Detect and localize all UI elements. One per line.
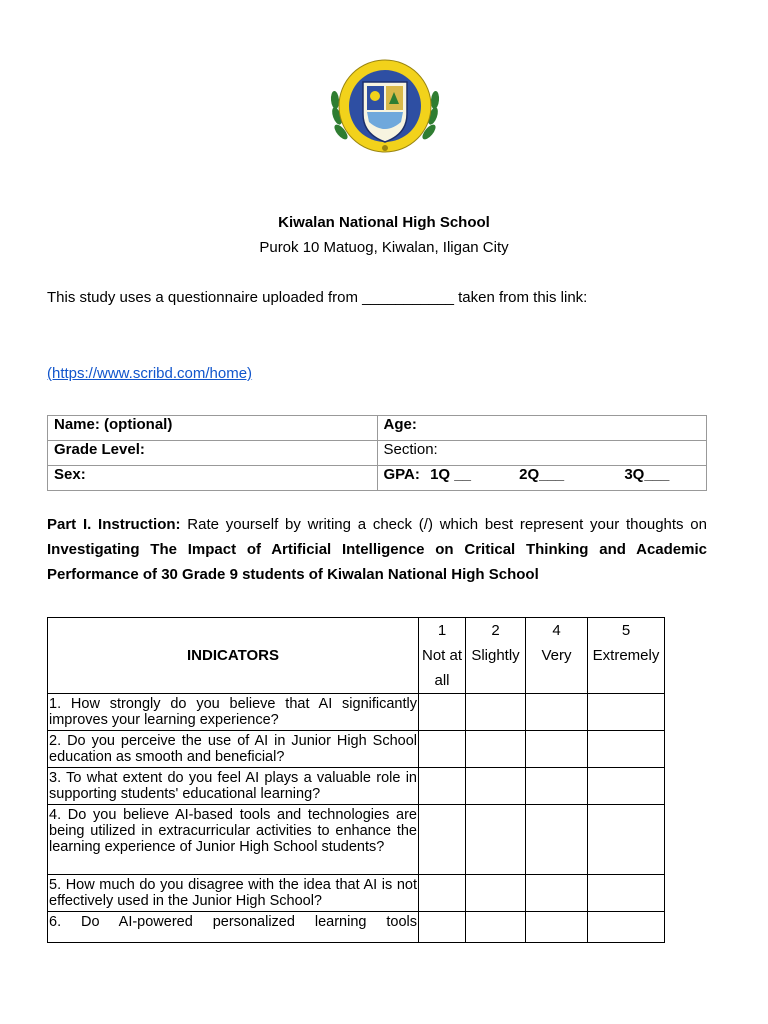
age-label: Age:: [383, 416, 417, 433]
scale-1-label: Not at all: [421, 647, 463, 689]
intro-text: This study uses a questionnaire uploaded from ___________ taken from this link:: [47, 289, 588, 306]
table-row: [48, 912, 665, 943]
rating-cell[interactable]: [466, 694, 526, 731]
rating-cell[interactable]: [526, 768, 588, 805]
rating-cell[interactable]: [466, 912, 526, 943]
rating-cell[interactable]: [526, 694, 588, 731]
table-row: [48, 768, 665, 805]
table-row: [48, 731, 665, 768]
rating-cell[interactable]: [526, 731, 588, 768]
scale-1-number: 1: [437, 622, 447, 639]
scale-4-number: 4: [552, 622, 561, 639]
question-5: 5. How much do you disagree with the idea that AI is not effectively used in the Junior High School?: [48, 875, 419, 912]
gpa-label: GPA:: [383, 466, 420, 483]
school-name: Kiwalan National High School: [278, 214, 490, 231]
school-address: Purok 10 Matuog, Kiwalan, Iligan City: [259, 239, 509, 256]
scale-5-label: Extremely: [592, 647, 660, 664]
survey-table: [47, 617, 665, 943]
rating-cell[interactable]: [588, 912, 665, 943]
scale-5-number: 5: [621, 622, 631, 639]
gpa-q2: 2Q___: [519, 466, 565, 483]
rating-cell[interactable]: [419, 875, 466, 912]
respondent-info-table: [47, 415, 707, 491]
question-3: 3. To what extent do you feel AI plays a valuable role in supporting students' educational learning?: [48, 768, 419, 805]
part1-text: Rate yourself by writing a check (/) which best represent your thoughts on: [187, 516, 707, 533]
table-row: [48, 694, 665, 731]
table-row: [48, 805, 665, 875]
scale-2-label: Slightly: [471, 647, 520, 664]
rating-cell[interactable]: [588, 875, 665, 912]
question-6: 6. Do AI-powered personalized learning tools: [48, 912, 419, 943]
question-4: 4. Do you believe AI-based tools and technologies are being utilized in extracurricular activities to enhance the learning experience of Junior High School students?: [48, 805, 419, 875]
scale-1-header: [419, 618, 466, 694]
rating-cell[interactable]: [419, 912, 466, 943]
scale-4-label: Very: [541, 647, 572, 664]
gpa-q3: 3Q___: [624, 466, 670, 483]
rating-cell[interactable]: [466, 875, 526, 912]
rating-cell[interactable]: [588, 805, 665, 875]
name-label: Name: (optional): [54, 416, 173, 433]
rating-cell[interactable]: [419, 694, 466, 731]
rating-cell[interactable]: [419, 731, 466, 768]
study-title: Investigating The Impact of Artificial Intelligence on Critical Thinking and Academic Performance of 30 Grade 9 students of Kiwalan National High School: [47, 541, 707, 583]
rating-cell[interactable]: [466, 731, 526, 768]
scale-4-header: [526, 618, 588, 694]
question-1: 1. How strongly do you believe that AI significantly improves your learning experience?: [48, 694, 419, 731]
section-label: Section:: [383, 441, 438, 458]
grade-level-label: Grade Level:: [54, 441, 145, 458]
scale-2-number: 2: [491, 622, 500, 639]
indicators-header: INDICATORS: [48, 618, 419, 694]
scale-2-header: [466, 618, 526, 694]
rating-cell[interactable]: [526, 875, 588, 912]
table-row: [48, 875, 665, 912]
rating-cell[interactable]: [526, 912, 588, 943]
question-2: 2. Do you perceive the use of AI in Junior High School education as smooth and beneficial?: [48, 731, 419, 768]
rating-cell[interactable]: [466, 805, 526, 875]
rating-cell[interactable]: [526, 805, 588, 875]
rating-cell[interactable]: [588, 694, 665, 731]
part1-instruction: [47, 512, 707, 587]
school-logo: [325, 56, 445, 156]
rating-cell[interactable]: [419, 805, 466, 875]
rating-cell[interactable]: [466, 768, 526, 805]
rating-cell[interactable]: [588, 731, 665, 768]
scale-5-header: [588, 618, 665, 694]
rating-cell[interactable]: [588, 768, 665, 805]
rating-cell[interactable]: [419, 768, 466, 805]
gpa-q1: 1Q __: [430, 466, 471, 483]
source-link[interactable]: (https://www.scribd.com/home): [47, 365, 253, 382]
sex-label: Sex:: [54, 466, 86, 483]
part1-heading: Part I. Instruction:: [47, 516, 181, 533]
